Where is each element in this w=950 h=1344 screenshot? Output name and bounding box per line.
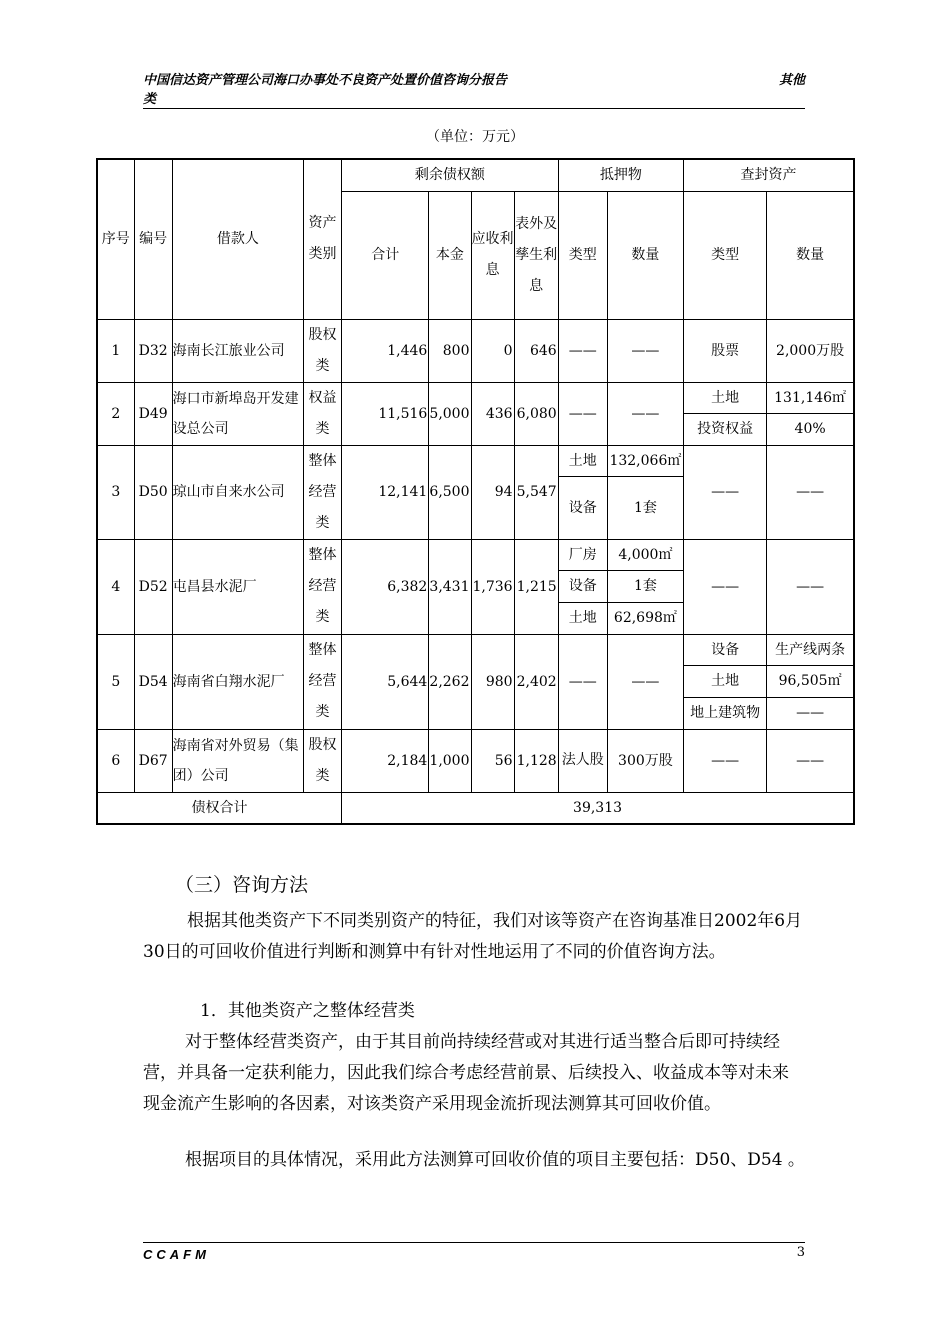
table-cell: 300万股 [607, 729, 683, 792]
table-cell: —— [767, 445, 854, 539]
table-cell: 1套 [607, 570, 683, 602]
header-total: 合计 [342, 191, 429, 319]
table-cell: —— [767, 697, 854, 729]
table-cell: 海口市新埠岛开发建设总公司 [172, 382, 303, 445]
header-code: 编号 [134, 159, 172, 319]
table-cell: 海南长江旅业公司 [172, 319, 303, 382]
table-cell: 1,000 [429, 729, 471, 792]
table-cell: —— [607, 319, 683, 382]
header-category-cont: 类 [143, 91, 157, 106]
table-cell: 整体经营类 [304, 539, 342, 634]
table-cell: 设备 [558, 570, 607, 602]
table-cell: 海南省对外贸易（集团）公司 [172, 729, 303, 792]
table-cell: 3,431 [429, 539, 471, 634]
table-cell: 646 [514, 319, 558, 382]
table-cell: 1套 [607, 476, 683, 539]
table-cell: 2,402 [514, 634, 558, 729]
table-cell: —— [558, 634, 607, 729]
table-cell: —— [767, 539, 854, 634]
table-cell: 11,516 [342, 382, 429, 445]
header-principal: 本金 [429, 191, 471, 319]
table-cell: 海南省白翔水泥厂 [172, 634, 303, 729]
table-cell: 权益类 [304, 382, 342, 445]
table-cell: D54 [134, 634, 172, 729]
table-cell: —— [684, 539, 767, 634]
table-cell: 6,382 [342, 539, 429, 634]
header-collateral-type: 类型 [558, 191, 607, 319]
header-category: 其他 [778, 72, 805, 87]
table-cell: 股票 [684, 319, 767, 382]
header-receivable-interest: 应收利息 [471, 191, 514, 319]
table-cell: 5,000 [429, 382, 471, 445]
table-cell: D67 [134, 729, 172, 792]
table-cell: 2,000万股 [767, 319, 854, 382]
table-cell: 980 [471, 634, 514, 729]
table-cell: 0 [471, 319, 514, 382]
footer-brand: CCAFM [143, 1247, 210, 1262]
table-cell: 法人股 [558, 729, 607, 792]
table-cell: 6,080 [514, 382, 558, 445]
table-cell: 436 [471, 382, 514, 445]
table-cell: D49 [134, 382, 172, 445]
table-cell: 94 [471, 445, 514, 539]
table-cell: 股权类 [304, 729, 342, 792]
table-cell: D52 [134, 539, 172, 634]
header-collateral-qty: 数量 [607, 191, 683, 319]
paragraph-1: 根据其他类资产下不同类别资产的特征，我们对该等资产在咨询基准日2002年6月30日的可回收价值进行判断和测算中有针对性地运用了不同的价值咨询方法。 [143, 911, 803, 962]
table-cell: —— [558, 319, 607, 382]
header-collateral: 抵押物 [558, 159, 683, 191]
section-title: （三）咨询方法 [175, 874, 309, 896]
table-cell: 40% [767, 413, 854, 445]
table-cell: 1,736 [471, 539, 514, 634]
table-cell: —— [767, 729, 854, 792]
table-cell: 3 [97, 445, 134, 539]
header-offbook-interest: 表外及孳生利息 [514, 191, 558, 319]
table-cell: 琼山市自来水公司 [172, 445, 303, 539]
table-cell: 6,500 [429, 445, 471, 539]
report-title: 中国信达资产管理公司海口办事处不良资产处置价值咨询分报告 [143, 72, 508, 87]
header-seized-type: 类型 [684, 191, 767, 319]
table-cell: 生产线两条 [767, 634, 854, 665]
table-cell: —— [684, 445, 767, 539]
page-footer [143, 1242, 805, 1262]
table-cell: 投资权益 [684, 413, 767, 445]
table-cell: 2,184 [342, 729, 429, 792]
table-cell: D50 [134, 445, 172, 539]
header-borrower: 借款人 [172, 159, 303, 319]
table-cell: 厂房 [558, 539, 607, 570]
table-cell: 整体经营类 [304, 634, 342, 729]
page-number: 3 [796, 1245, 805, 1260]
table-cell: D32 [134, 319, 172, 382]
table-cell: 5,644 [342, 634, 429, 729]
table-cell: 屯昌县水泥厂 [172, 539, 303, 634]
table-cell: 12,141 [342, 445, 429, 539]
table-cell: —— [684, 729, 767, 792]
table-cell: 土地 [558, 445, 607, 476]
table-cell: 股权类 [304, 319, 342, 382]
table-cell: 5,547 [514, 445, 558, 539]
table-cell: 1,446 [342, 319, 429, 382]
table-cell: 设备 [684, 634, 767, 665]
page-header [143, 70, 805, 109]
table-cell: 5 [97, 634, 134, 729]
table-cell: 整体经营类 [304, 445, 342, 539]
table-cell: 2 [97, 382, 134, 445]
table-cell: 2,262 [429, 634, 471, 729]
table-cell: 1 [97, 319, 134, 382]
table-cell: 6 [97, 729, 134, 792]
header-remaining-debt: 剩余债权额 [342, 159, 559, 191]
sum-label: 债权合计 [97, 792, 342, 824]
table-cell: —— [607, 382, 683, 445]
table-cell: 土地 [558, 602, 607, 634]
asset-table [96, 158, 855, 825]
table-cell: 800 [429, 319, 471, 382]
paragraph-3: 根据项目的具体情况，采用此方法测算可回收价值的项目主要包括：D50、D54 。 [185, 1150, 805, 1170]
header-seq: 序号 [97, 159, 134, 319]
sum-value: 39,313 [342, 792, 854, 824]
paragraph-2: 对于整体经营类资产，由于其目前尚持续经营或对其进行适当整合后即可持续经营，并具备一定获利能力，因此我们综合考虑经营前景、后续投入、收益成本等对未来现金流产生影响的各因素，对该类资产采用现金流折现法测算其可回收价值。 [143, 1032, 789, 1114]
table-cell: 131,146㎡ [767, 382, 854, 413]
table-cell: 1,128 [514, 729, 558, 792]
table-cell: —— [607, 634, 683, 729]
unit-note: （单位：万元） [426, 129, 524, 145]
table-cell: 土地 [684, 382, 767, 413]
table-cell: 土地 [684, 665, 767, 697]
header-asset-type: 资产类别 [304, 159, 342, 319]
table-cell: 1,215 [514, 539, 558, 634]
table-cell: 4,000㎡ [607, 539, 683, 570]
table-cell: 56 [471, 729, 514, 792]
header-seized: 查封资产 [684, 159, 855, 191]
table-cell: —— [558, 382, 607, 445]
table-cell: 设备 [558, 476, 607, 539]
subsection-title: 1．其他类资产之整体经营类 [200, 1001, 415, 1021]
table-cell: 4 [97, 539, 134, 634]
table-cell: 62,698㎡ [607, 602, 683, 634]
header-seized-qty: 数量 [767, 191, 854, 319]
table-cell: 132,066㎡ [607, 445, 683, 476]
table-cell: 地上建筑物 [684, 697, 767, 729]
table-cell: 96,505㎡ [767, 665, 854, 697]
